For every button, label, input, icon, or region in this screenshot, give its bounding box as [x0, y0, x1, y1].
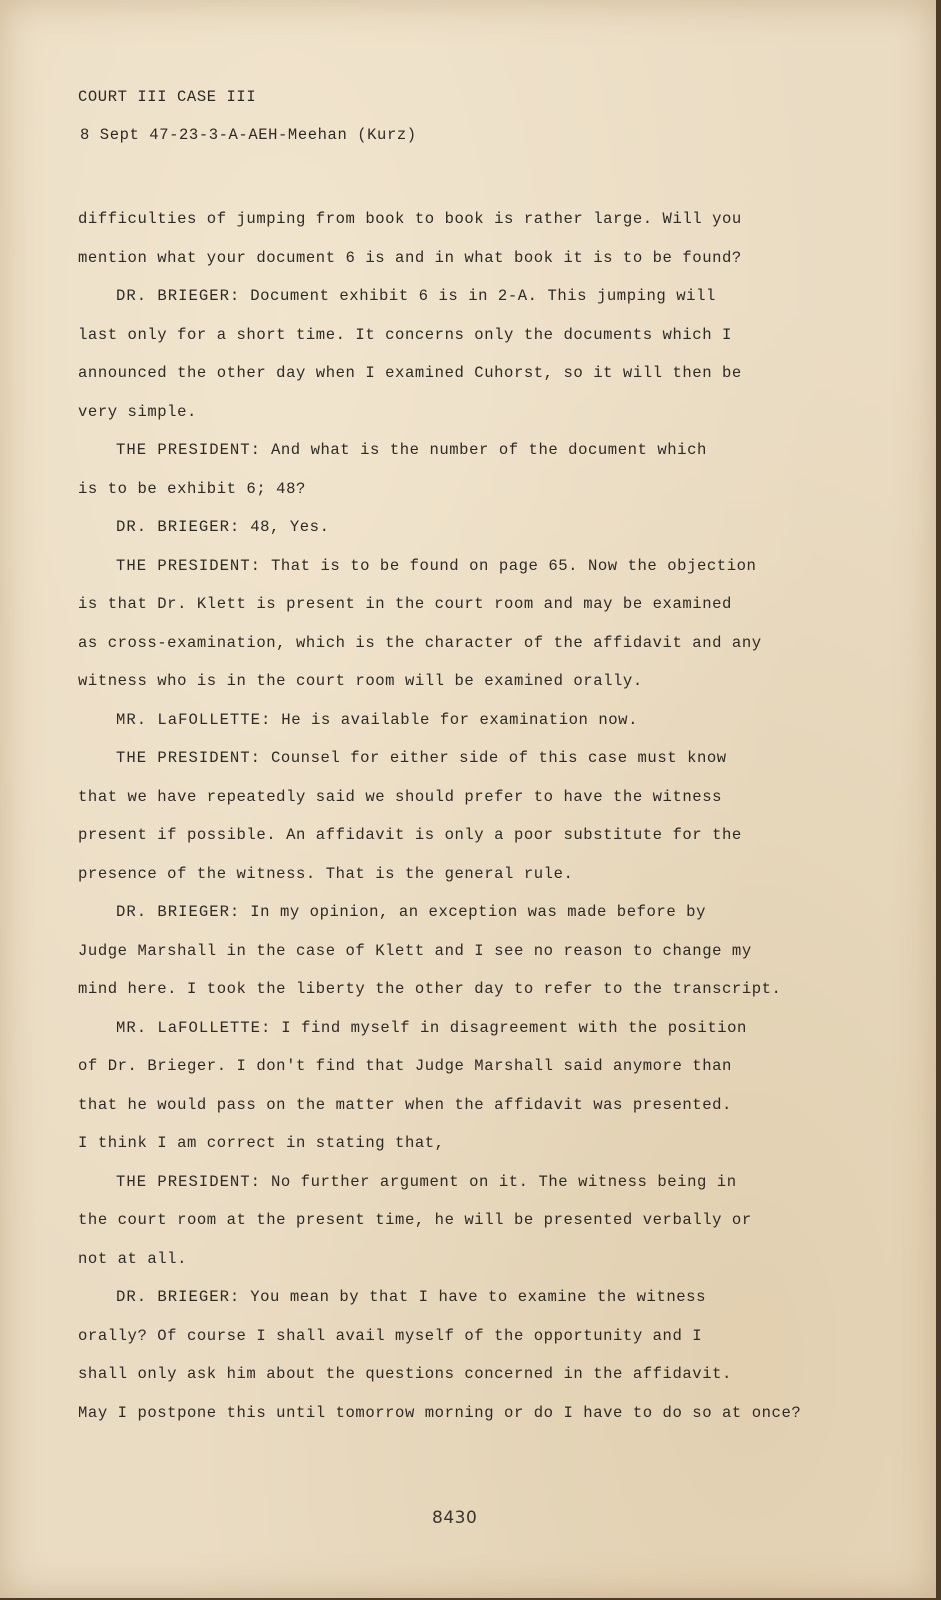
- transcript-line: [78, 1086, 858, 1125]
- transcript-line: [78, 316, 858, 355]
- transcript-line: [78, 893, 858, 932]
- line-text: I think I am correct in stating that,: [78, 1134, 445, 1152]
- line-text: He is available for examination now.: [281, 710, 638, 729]
- line-text: witness who is in the court room will be examined orally.: [78, 672, 643, 690]
- line-text: mind here. I took the liberty the other day to refer to the transcript.: [78, 980, 782, 998]
- transcript-line: [78, 277, 858, 316]
- line-text: You mean by that I have to examine the witness: [250, 1288, 706, 1306]
- line-text: May I postpone this until tomorrow morning or do I have to do so at once?: [78, 1403, 802, 1422]
- line-text: difficulties of jumping from book to book is rather large. Will you: [78, 210, 742, 228]
- line-text: Judge Marshall in the case of Klett and I see no reason to change my: [78, 941, 752, 960]
- line-text: I find myself in disagreement with the position: [281, 1018, 747, 1037]
- line-text: of Dr. Brieger. I don't find that Judge Marshall said anymore than: [78, 1057, 732, 1075]
- court-case-header: COURT III CASE III: [78, 88, 257, 106]
- transcript-line: [78, 1163, 858, 1202]
- transcript-line: [78, 1201, 858, 1240]
- line-text: not at all.: [78, 1249, 187, 1268]
- transcript-line: [78, 393, 858, 432]
- transcript-line: [78, 1047, 858, 1086]
- transcript-line: [78, 1317, 858, 1356]
- transcript-line: [78, 1394, 858, 1433]
- line-text: the court room at the present time, he will be presented verbally or: [78, 1211, 752, 1229]
- transcript-line: [78, 431, 858, 470]
- line-text: Counsel for either side of this case must know: [270, 749, 727, 767]
- line-text: present if possible. An affidavit is only a poor substitute for the: [78, 826, 742, 844]
- speaker-label: DR. BRIEGER:: [116, 903, 241, 921]
- speaker-label: DR. BRIEGER:: [116, 287, 241, 305]
- line-text: That is to be found on page 65. Now the objection: [270, 556, 757, 575]
- speaker-label: DR. BRIEGER:: [116, 518, 241, 536]
- line-text: is to be exhibit 6; 48?: [78, 479, 306, 498]
- transcript-line: [78, 1355, 858, 1394]
- transcript-line: [78, 585, 858, 624]
- transcript-line: [78, 470, 858, 509]
- line-text: that we have repeatedly said we should prefer to have the witness: [78, 787, 723, 806]
- transcript-line: [78, 508, 858, 547]
- line-text: shall only ask him about the questions concerned in the affidavit.: [78, 1365, 732, 1383]
- transcript-line: [78, 354, 858, 393]
- transcript-line: [78, 1240, 858, 1279]
- line-text: And what is the number of the document which: [270, 441, 707, 459]
- transcript-line: [78, 816, 858, 855]
- line-text: announced the other day when I examined Cuhorst, so it will then be: [78, 364, 742, 382]
- line-text: is that Dr. Klett is present in the court room and may be examined: [78, 595, 732, 613]
- transcript-line: [78, 662, 858, 701]
- line-text: that he would pass on the matter when the affidavit was presented.: [78, 1095, 732, 1114]
- line-text: last only for a short time. It concerns only the documents which I: [78, 325, 732, 344]
- transcript-line: [78, 855, 858, 894]
- line-text: as cross-examination, which is the character of the affidavit and any: [78, 633, 762, 652]
- line-text: mention what your document 6 is and in what book it is to be found?: [78, 248, 742, 267]
- line-text: No further argument on it. The witness being in: [270, 1172, 737, 1191]
- speaker-label: MR. LaFOLLETTE:: [116, 1018, 272, 1037]
- transcript-line: [78, 932, 858, 971]
- transcript-line: [78, 1009, 858, 1048]
- transcript-line: [78, 200, 858, 239]
- line-text: Document exhibit 6 is in 2-A. This jumping will: [250, 287, 716, 305]
- speaker-label: THE PRESIDENT:: [116, 1172, 262, 1191]
- transcript-body: [78, 200, 858, 1432]
- page-number: 8430: [432, 1508, 478, 1528]
- session-header: 8 Sept 47-23-3-A-AEH-Meehan (Kurz): [80, 126, 417, 144]
- speaker-label: THE PRESIDENT:: [116, 441, 262, 459]
- line-text: orally? Of course I shall avail myself of the opportunity and I: [78, 1326, 703, 1345]
- transcript-line: [78, 624, 858, 663]
- speaker-label: THE PRESIDENT:: [116, 556, 262, 575]
- line-text: very simple.: [78, 402, 197, 421]
- transcript-line: [78, 778, 858, 817]
- transcript-line: [78, 739, 858, 778]
- transcript-line: [78, 701, 858, 740]
- line-text: In my opinion, an exception was made before by: [250, 903, 706, 921]
- speaker-label: DR. BRIEGER:: [116, 1288, 241, 1306]
- transcript-line: [78, 547, 858, 586]
- transcript-line: [78, 1278, 858, 1317]
- speaker-label: THE PRESIDENT:: [116, 749, 262, 767]
- transcript-line: [78, 239, 858, 278]
- transcript-line: [78, 1124, 858, 1163]
- line-text: 48, Yes.: [250, 518, 330, 536]
- line-text: presence of the witness. That is the general rule.: [78, 864, 574, 883]
- transcript-line: [78, 970, 858, 1009]
- speaker-label: MR. LaFOLLETTE:: [116, 710, 272, 729]
